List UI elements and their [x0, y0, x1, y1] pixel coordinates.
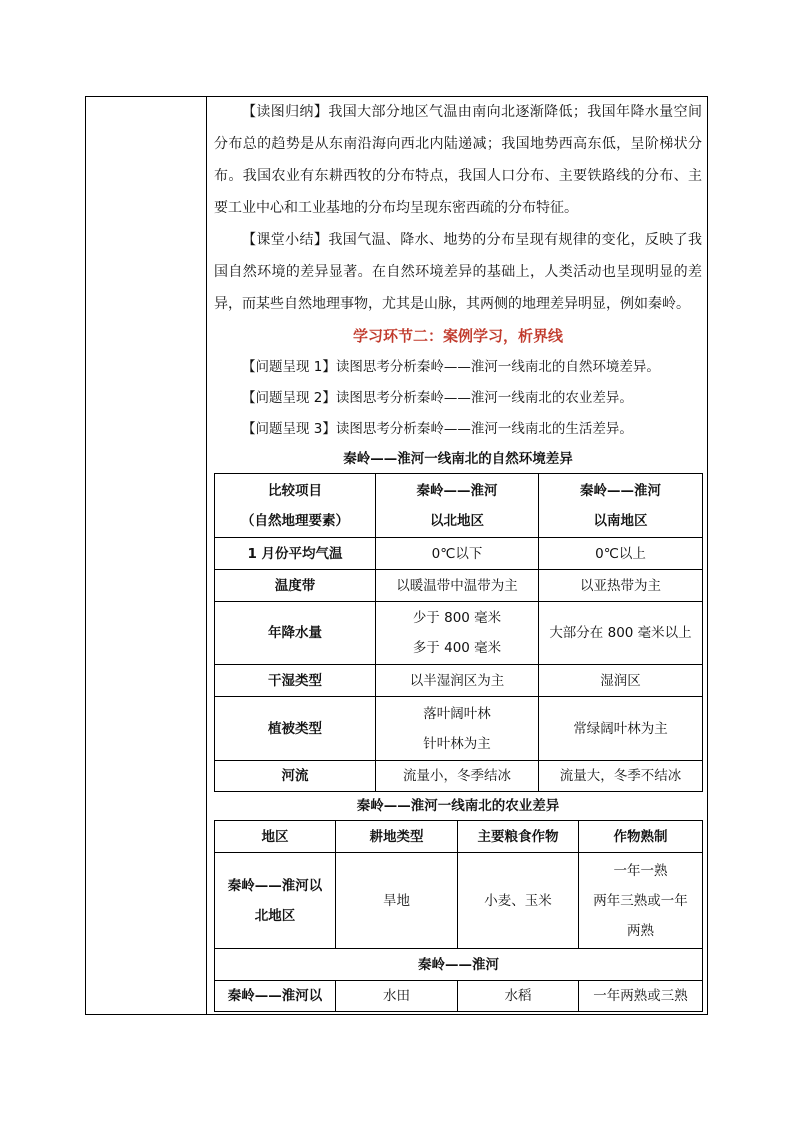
question-3: 【问题呈现 3】读图思考分析秦岭——淮河一线南北的生活差异。 [242, 421, 633, 437]
item-cell: 1 月份平均气温 [215, 538, 376, 570]
question-1: 【问题呈现 1】读图思考分析秦岭——淮河一线南北的自然环境差异。 [242, 359, 660, 375]
north-cell: 以半湿润区为主 [376, 665, 539, 697]
south-cell: 流量大，冬季不结冰 [539, 761, 703, 792]
table-row [215, 665, 703, 697]
north-cell: 流量小，冬季结冰 [376, 761, 539, 792]
header-cell: 秦岭——淮河 以北地区 [376, 474, 539, 538]
land-cell: 水田 [336, 981, 458, 1012]
header-cell: 地区 [215, 821, 336, 853]
item-cell: 干湿类型 [215, 665, 376, 697]
south-cell: 常绿阔叶林为主 [539, 697, 703, 761]
south-cell: 以亚热带为主 [539, 570, 703, 602]
south-cell: 0℃以上 [539, 538, 703, 570]
summary-paragraph: 【读图归纳】我国大部分地区气温由南向北逐渐降低；我国年降水量空间分布总的趋势是从东南沿海向西北内陆递减；我国地势西高东低，呈阶梯状分布。我国农业有东耕西牧的分布特点，我国人口分布、主要铁路线的分布、主要工业中心和工业基地的分布均呈现东密西疏的分布特征。 [214, 104, 702, 216]
header-cell: 主要粮食作物 [458, 821, 579, 853]
header-cell: 比较项目 （自然地理要素） [215, 474, 376, 538]
lesson-content [214, 96, 702, 1012]
system-cell: 一年一熟 两年三熟或一年 两熟 [579, 853, 703, 949]
crop-cell: 小麦、玉米 [458, 853, 579, 949]
table-row [215, 538, 703, 570]
item-cell: 植被类型 [215, 697, 376, 761]
crop-cell: 水稻 [458, 981, 579, 1012]
environment-table-title: 秦岭——淮河一线南北的自然环境差异 [343, 451, 573, 467]
agriculture-table [214, 820, 703, 1012]
south-cell: 湿润区 [539, 665, 703, 697]
section-title: 学习环节二：案例学习，析界线 [352, 327, 563, 345]
region-cell: 秦岭——淮河以 北地区 [215, 853, 336, 949]
item-cell: 温度带 [215, 570, 376, 602]
header-cell: 秦岭——淮河 以南地区 [539, 474, 703, 538]
header-cell: 作物熟制 [579, 821, 703, 853]
region-cell: 秦岭——淮河以 [215, 981, 336, 1012]
table-row [215, 570, 703, 602]
agriculture-table-title: 秦岭——淮河一线南北的农业差异 [356, 798, 560, 814]
header-cell: 耕地类型 [336, 821, 458, 853]
conclusion-paragraph: 【课堂小结】我国气温、降水、地势的分布呈现有规律的变化，反映了我国自然环境的差异显著。在自然环境差异的基础上，人类活动也呈现明显的差异，而某些自然地理事物，尤其是山脉，其两侧的地理差异明显，例如秦岭。 [214, 232, 702, 312]
column-divider [206, 96, 207, 1015]
table-row [215, 474, 703, 538]
table-row [215, 821, 703, 853]
table-row [215, 697, 703, 761]
table-row [215, 853, 703, 949]
north-cell: 少于 800 毫米 多于 400 毫米 [376, 602, 539, 665]
environment-table [214, 473, 703, 792]
table-row [215, 761, 703, 792]
north-cell: 以暖温带中温带为主 [376, 570, 539, 602]
table-row [215, 981, 703, 1012]
north-cell: 0℃以下 [376, 538, 539, 570]
span-row-cell: 秦岭——淮河 [215, 949, 703, 981]
question-2: 【问题呈现 2】读图思考分析秦岭——淮河一线南北的农业差异。 [242, 390, 633, 406]
land-cell: 旱地 [336, 853, 458, 949]
south-cell: 大部分在 800 毫米以上 [539, 602, 703, 665]
item-cell: 河流 [215, 761, 376, 792]
table-row [215, 602, 703, 665]
system-cell: 一年两熟或三熟 [579, 981, 703, 1012]
north-cell: 落叶阔叶林 针叶林为主 [376, 697, 539, 761]
table-row [215, 949, 703, 981]
item-cell: 年降水量 [215, 602, 376, 665]
